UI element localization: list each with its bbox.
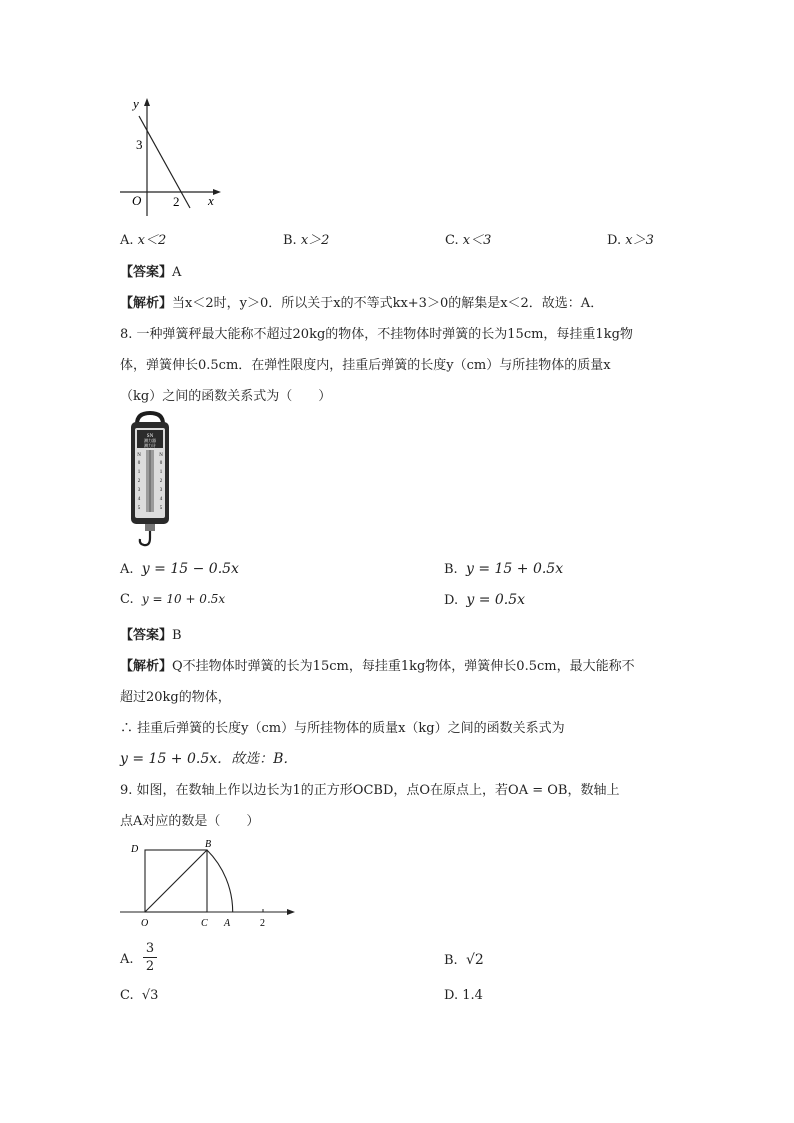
scale-tick: 4 bbox=[137, 497, 141, 502]
number-line-arrow bbox=[287, 909, 295, 915]
q9-figure bbox=[115, 835, 300, 930]
fraction bbox=[143, 940, 157, 975]
label-b: B bbox=[205, 839, 212, 850]
q8-stem-line2: 体，弹簧伸长0.5cm．在弹性限度内，挂重后弹簧的长度y（cm）与所挂物体的质量x bbox=[120, 358, 611, 373]
scale-tick: 3 bbox=[159, 488, 163, 493]
scale-tick: 5 bbox=[137, 506, 141, 511]
label-tick-2: 2 bbox=[260, 918, 265, 929]
q8-option-a: A. y = 15 − 0.5x bbox=[120, 561, 239, 577]
q9-option-d: D. 1.4 bbox=[444, 988, 483, 1003]
q7-answer: 【答案】A bbox=[120, 265, 182, 280]
label-o: O bbox=[141, 918, 149, 929]
arc-ba bbox=[207, 850, 233, 912]
scale-tick: 3 bbox=[137, 488, 141, 493]
y-axis-arrow bbox=[144, 98, 150, 106]
q7-option-c: C. x＜3 bbox=[445, 233, 492, 248]
scale-unit-right: N bbox=[159, 453, 163, 458]
q7-option-d: D. x＞3 bbox=[607, 233, 654, 248]
q9-option-b: B. √2 bbox=[444, 952, 484, 968]
x-axis-label: x bbox=[208, 193, 214, 208]
fraction-denominator: 2 bbox=[145, 959, 155, 974]
scale-tick: 0 bbox=[137, 461, 141, 466]
origin-label: O bbox=[132, 193, 142, 208]
label-d: D bbox=[131, 844, 139, 855]
y-axis-label: y bbox=[133, 96, 139, 111]
q8-stem-line1: 8. 一种弹簧秤最大能称不超过20kg的物体，不挂物体时弹簧的长为15cm，每挂重1kg物 bbox=[120, 327, 633, 342]
q8-option-b: B. y = 15 + 0.5x bbox=[444, 561, 564, 577]
q9-stem-line2: 点A对应的数是（ ） bbox=[120, 814, 260, 829]
scale-brand: SN bbox=[146, 434, 154, 439]
x-axis-arrow bbox=[213, 189, 221, 195]
scale-unit-left: N bbox=[137, 453, 141, 458]
fraction-numerator: 3 bbox=[145, 941, 155, 956]
q9-option-c: C. √3 bbox=[120, 988, 159, 1003]
scale-name-1: 测力器 bbox=[144, 438, 156, 443]
scale-tick: 2 bbox=[159, 479, 163, 484]
q9-stem-line1: 9. 如图，在数轴上作以边长为1的正方形OCBD，点O在原点上，若OA = OB，数轴上 bbox=[120, 783, 620, 798]
scale-tick: 2 bbox=[137, 479, 141, 484]
scale-tick: 5 bbox=[159, 506, 163, 511]
q8-analysis-line2: 超过20kg的物体， bbox=[120, 690, 231, 705]
q7-option-a: A. x＜2 bbox=[120, 233, 167, 248]
diagonal-ob bbox=[145, 850, 207, 912]
spring-scale-figure bbox=[125, 410, 175, 550]
q8-stem-line3: （kg）之间的函数关系式为（ ） bbox=[120, 389, 332, 404]
q7-analysis: 【解析】当x＜2时，y＞0．所以关于x的不等式kx+3＞0的解集是x＜2．故选：A． bbox=[120, 296, 604, 311]
label-c: C bbox=[201, 918, 208, 929]
q8-option-d: D. y = 0.5x bbox=[444, 592, 526, 608]
q8-analysis-line3: ∴ 挂重后弹簧的长度y（cm）与所挂物体的质量x（kg）之间的函数关系式为 bbox=[120, 721, 565, 736]
label-a: A bbox=[224, 918, 231, 929]
scale-tick: 1 bbox=[137, 470, 141, 475]
x-intercept-label: 2 bbox=[173, 194, 180, 209]
y-intercept-label: 3 bbox=[136, 137, 143, 152]
q8-option-c: C. y = 10 + 0.5x bbox=[120, 592, 226, 607]
scale-tick: 1 bbox=[159, 470, 163, 475]
scale-name-2: 测力计 bbox=[144, 443, 156, 448]
q8-answer: 【答案】B bbox=[120, 628, 182, 643]
q7-option-b: B. x＞2 bbox=[283, 233, 330, 248]
scale-tick: 0 bbox=[159, 461, 163, 466]
q8-analysis-line4: y = 15 + 0.5x．故选：B． bbox=[120, 751, 298, 767]
q7-graph bbox=[115, 92, 230, 220]
scale-tick: 4 bbox=[159, 497, 163, 502]
q8-analysis-line1: 【解析】Q不挂物体时弹簧的长为15cm，每挂重1kg物体，弹簧伸长0.5cm，最大能称不 bbox=[120, 659, 635, 674]
scale-connector bbox=[145, 524, 155, 531]
scale-hook bbox=[140, 531, 150, 545]
